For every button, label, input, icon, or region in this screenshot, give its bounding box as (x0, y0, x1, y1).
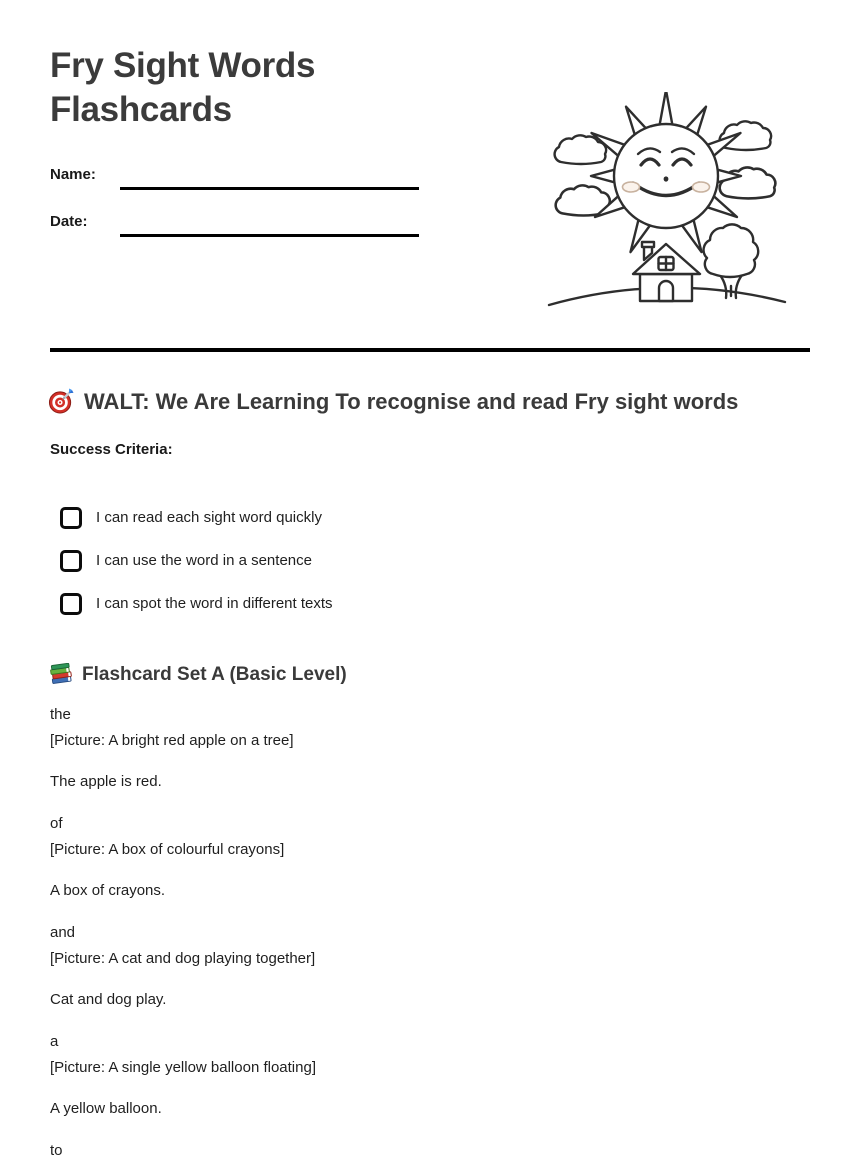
walt-heading (48, 388, 738, 415)
flashcard (50, 811, 790, 904)
house-icon (633, 242, 700, 301)
criterion-label: I can spot the word in different texts (96, 595, 333, 612)
page-title (50, 44, 315, 132)
flashcard-sentence: The apple is red. (50, 773, 162, 790)
criterion-checkbox[interactable] (60, 593, 82, 615)
flashcard (50, 920, 790, 1013)
flashcard-picture: [Picture: A single yellow balloon floating] (50, 1059, 316, 1076)
success-criteria-label: Success Criteria: (50, 441, 173, 458)
flashcard-picture: [Picture: A cat and dog playing together] (50, 950, 316, 967)
flashcard (50, 1138, 790, 1161)
name-fill-line (120, 187, 419, 190)
criterion-label: I can use the word in a sentence (96, 552, 312, 569)
success-criterion-row (60, 549, 333, 572)
target-dart-icon (48, 388, 75, 415)
flashcards (50, 702, 790, 1161)
name-label: Name: (50, 166, 96, 183)
flashcard-word: a (50, 1033, 59, 1050)
set-a-heading (49, 663, 347, 687)
flashcard-sentence: A yellow balloon. (50, 1100, 162, 1117)
sun-house-illustration (543, 92, 793, 316)
flashcard-picture: [Picture: A box of colourful crayons] (50, 841, 285, 858)
success-criteria-list (60, 506, 333, 635)
flashcard-word: of (50, 815, 63, 832)
set-a-heading-text: Flashcard Set A (Basic Level) (82, 664, 347, 685)
criterion-checkbox[interactable] (60, 550, 82, 572)
flashcard-word: the (50, 706, 71, 723)
flashcard-sentence: Cat and dog play. (50, 991, 167, 1008)
walt-heading-text: WALT: We Are Learning To recognise and read Fry sight words (84, 388, 739, 414)
flashcard (50, 1029, 790, 1122)
page-title-line2: Flashcards (50, 90, 232, 129)
date-label: Date: (50, 213, 88, 230)
flashcard-picture: [Picture: A bright red apple on a tree] (50, 732, 294, 749)
page-title-line1: Fry Sight Words (50, 46, 316, 85)
success-criterion-row (60, 592, 333, 615)
sun-icon (614, 124, 718, 228)
books-stack-icon (49, 663, 73, 687)
flashcard-word: and (50, 924, 76, 941)
date-fill-line (120, 234, 419, 237)
flashcard-sentence: A box of crayons. (50, 882, 166, 899)
success-criterion-row (60, 506, 333, 529)
tree-icon (704, 224, 759, 298)
criterion-label: I can read each sight word quickly (96, 509, 322, 526)
criterion-checkbox[interactable] (60, 507, 82, 529)
flashcard (50, 702, 790, 795)
flashcard-word: to (50, 1142, 63, 1159)
section-divider (50, 348, 810, 352)
